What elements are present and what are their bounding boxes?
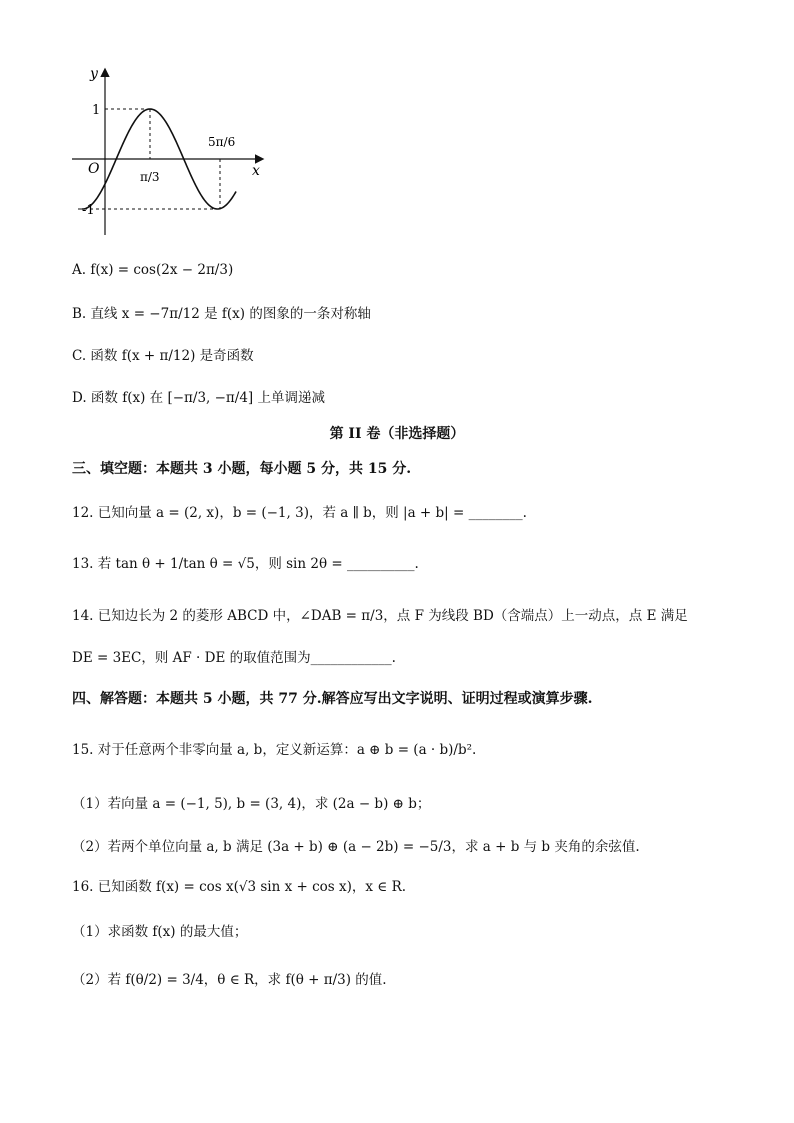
section-four-title: 四、解答题：本题共 5 小题，共 77 分.解答应写出文字说明、证明过程或演算步骤. — [72, 691, 593, 707]
section-three-title: 三、填空题：本题共 3 小题，每小题 5 分，共 15 分. — [72, 461, 412, 477]
y-tick-bottom: -1 — [82, 203, 95, 218]
question-13: 13. 若 tan θ + 1/tan θ = √5，则 sin 2θ = __________. — [72, 556, 419, 572]
question-14-line-1: 14. 已知边长为 2 的菱形 ABCD 中，∠DAB = π/3，点 F 为线段 BD（含端点）上一动点，点 E 满足 — [72, 608, 688, 624]
question-12: 12. 已知向量 a = (2, x)，b = (−1, 3)，若 a ∥ b，则 |a + b| = ________. — [72, 505, 527, 521]
y-tick-top: 1 — [92, 103, 101, 118]
option-d: D. 函数 f(x) 在 [−π/3, −π/4] 上单调递减 — [72, 390, 325, 406]
question-15-part-2: （2）若两个单位向量 a, b 满足 (3a + b) ⊕ (a − 2b) = −5/3，求 a + b 与 b 夹角的余弦值. — [72, 839, 640, 855]
question-14-line-2: DE = 3EC，则 AF · DE 的取值范围为____________. — [72, 650, 396, 666]
option-c: C. 函数 f(x + π/12) 是奇函数 — [72, 348, 254, 364]
cosine-graph — [70, 60, 270, 240]
question-16: 16. 已知函数 f(x) = cos x(√3 sin x + cos x)，x ∈ R. — [72, 879, 407, 895]
question-16-part-2: （2）若 f(θ/2) = 3/4，θ ∈ R，求 f(θ + π/3) 的值. — [72, 972, 387, 988]
question-15: 15. 对于任意两个非零向量 a, b，定义新运算：a ⊕ b = (a · b)/b². — [72, 742, 477, 758]
question-16-part-1: （1）求函数 f(x) 的最大值； — [72, 924, 248, 940]
y-axis-label: y — [90, 66, 98, 82]
part-two-title: 第 II 卷（非选择题） — [329, 426, 465, 442]
question-15-part-1: （1）若向量 a = (−1, 5), b = (3, 4)，求 (2a − b) ⊕ b； — [72, 796, 431, 812]
x-tick-pi3: π/3 — [140, 170, 160, 184]
x-tick-5pi6: 5π/6 — [208, 135, 236, 149]
option-a: A. f(x) = cos(2x − 2π/3) — [72, 262, 234, 278]
x-axis-label: x — [252, 163, 260, 179]
option-b: B. 直线 x = −7π/12 是 f(x) 的图象的一条对称轴 — [72, 306, 371, 322]
origin-label: O — [88, 161, 100, 177]
